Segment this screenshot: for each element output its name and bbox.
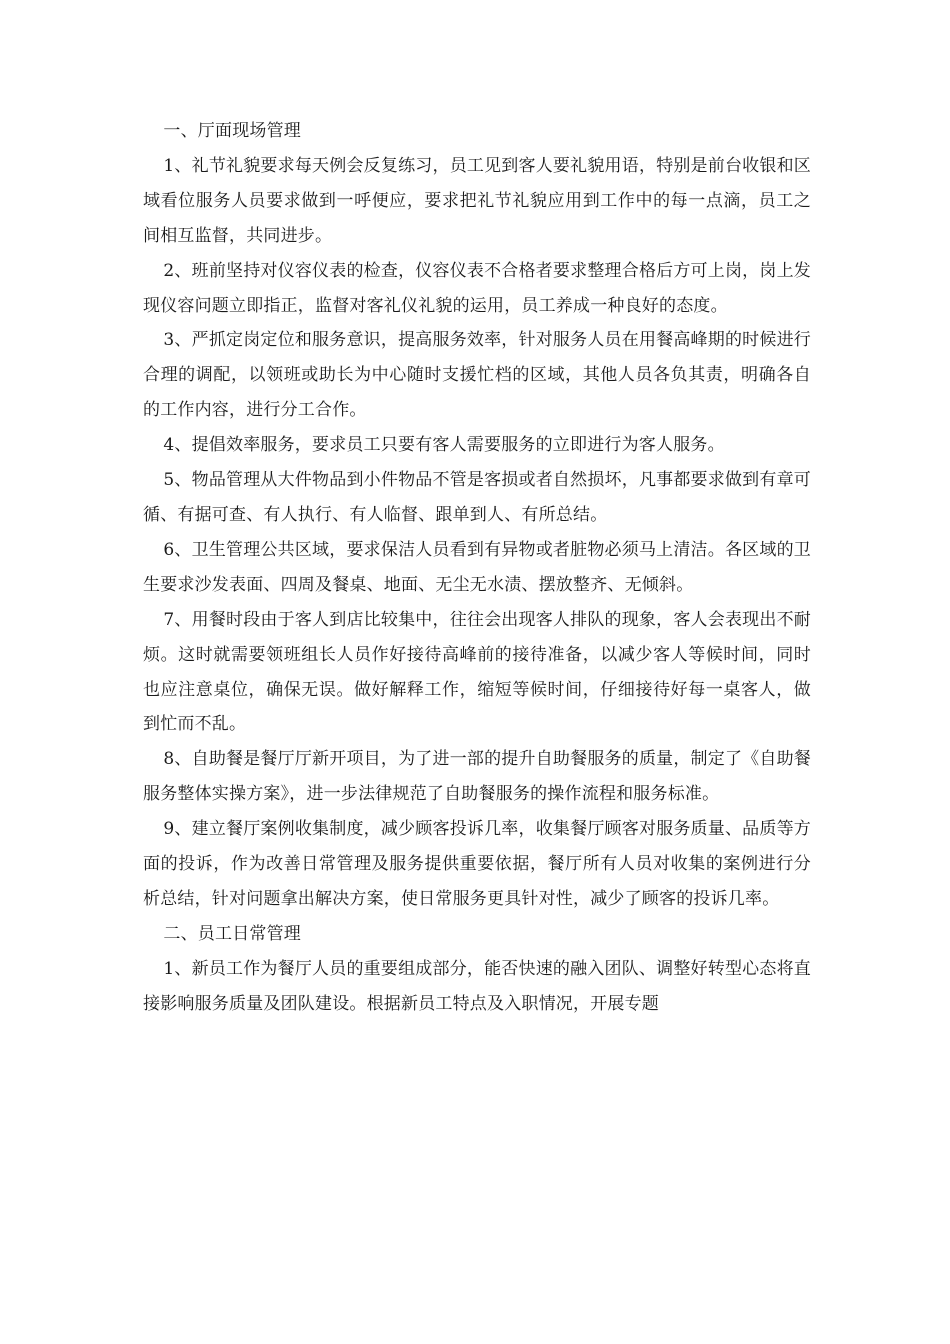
document-body [143, 114, 811, 1022]
paragraph-post-assignment: 3、严抓定岗定位和服务意识，提高服务效率，针对服务人员在用餐高峰期的时候进行合理的调配，以领班或助长为中心随时支援忙档的区域，其他人员各负其责，明确各自的工作内容，进行分工合作。 [143, 330, 811, 421]
section-heading-floor-management: 一、厅面现场管理 [163, 121, 301, 141]
section-heading-staff-management: 二、员工日常管理 [163, 923, 301, 944]
paragraph-peak-hours: 7、用餐时段由于客人到店比较集中，往往会出现客人排队的现象，客人会表现出不耐烦。这时就需要领班组长人员作好接待高峰前的接待准备，以减少客人等候时间，同时也应注意桌位，确保无误。做好解释工作，缩短等候时间，仔细接待好每一桌客人，做到忙而不乱。 [143, 609, 811, 735]
paragraph-appearance-check: 2、班前坚持对仪容仪表的检查，仪容仪表不合格者要求整理合格后方可上岗，岗上发现仪容问题立即指正，监督对客礼仪礼貌的运用，员工养成一种良好的态度。 [143, 260, 811, 316]
paragraph-item-management: 5、物品管理从大件物品到小件物品不管是客损或者自然损坏，凡事都要求做到有章可循、有据可查、有人执行、有人临督、跟单到人、有所总结。 [143, 470, 811, 525]
paragraph-hygiene-management: 6、卫生管理公共区域，要求保洁人员看到有异物或者脏物必须马上清洁。各区域的卫生要求沙发表面、四周及餐桌、地面、无尘无水渍、摆放整齐、无倾斜。 [143, 539, 811, 595]
paragraph-etiquette: 1、礼节礼貌要求每天例会反复练习，员工见到客人要礼貌用语，特别是前台收银和区域看位服务人员要求做到一呼便应，要求把礼节礼貌应用到工作中的每一点滴，员工之间相互监督，共同进步。 [143, 155, 811, 246]
paragraph-efficiency-service: 4、提倡效率服务，要求员工只要有客人需要服务的立即进行为客人服务。 [163, 435, 725, 456]
paragraph-new-staff: 1、新员工作为餐厅人员的重要组成部分，能否快速的融入团队、调整好转型心态将直接影响服务质量及团队建设。根据新员工特点及入职情况，开展专题 [143, 958, 811, 1014]
paragraph-buffet-service: 8、自助餐是餐厅厅新开项目，为了进一部的提升自助餐服务的质量，制定了《自助餐服务整体实操方案》，进一步法律规范了自助餐服务的操作流程和服务标准。 [143, 749, 811, 805]
paragraph-case-collection: 9、建立餐厅案例收集制度，减少顾客投诉几率，收集餐厅顾客对服务质量、品质等方面的投诉，作为改善日常管理及服务提供重要依据，餐厅所有人员对收集的案例进行分析总结，针对问题拿出解决方案，使日常服务更具针对性，减少了顾客的投诉几率。 [143, 819, 811, 909]
